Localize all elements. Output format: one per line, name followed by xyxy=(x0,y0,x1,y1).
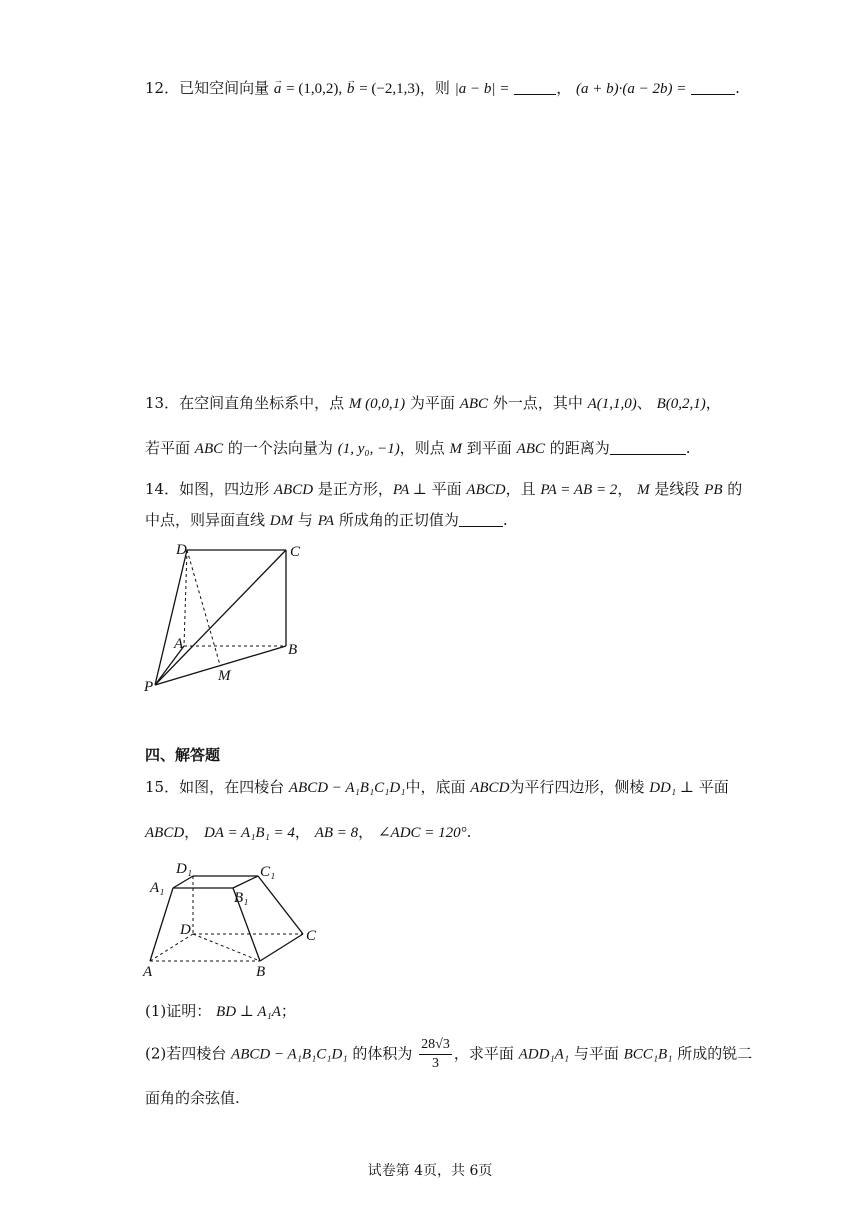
vec-b: → b xyxy=(347,81,355,97)
q15-text: ，求平面 xyxy=(453,1044,514,1063)
plane-BCC1B1: BCC₁B₁ xyxy=(623,1046,673,1063)
line-PA: PA xyxy=(317,513,335,529)
q13-text: 外一点，其中 xyxy=(492,394,583,412)
q15-text: 中，底面 xyxy=(405,778,466,796)
plane-ABC: ABC xyxy=(194,441,224,457)
abs-diff-expr: |a − b| = xyxy=(454,81,510,97)
q14-text: 中点，则异面直线 xyxy=(145,511,266,529)
plane-ADD1A1: ADD₁A₁ xyxy=(518,1046,570,1063)
label-B: B xyxy=(256,964,266,980)
q15-line1 xyxy=(145,777,729,798)
edge-PC xyxy=(155,550,286,685)
label-D1: D₁ xyxy=(176,861,193,877)
q14-line1 xyxy=(145,479,742,500)
vec-b-value: = (−2,1,3) xyxy=(359,81,420,97)
label-C: C xyxy=(306,928,317,944)
comma: ， xyxy=(184,823,200,841)
line-DM: DM xyxy=(269,513,294,529)
q13-text: ，则点 xyxy=(399,439,445,457)
edge-C1B1 xyxy=(233,876,258,888)
q13-text: 在空间直角坐标系中，点 xyxy=(179,394,345,412)
q14-text: 与 xyxy=(297,511,313,529)
length-condition-2: AB = 8 xyxy=(314,825,359,841)
part1-label: (1)证明： xyxy=(145,1002,212,1020)
q15-text: 的体积为 xyxy=(352,1044,413,1063)
length-condition: PA = AB = 2 xyxy=(540,482,618,498)
q14-text: 所成角的正切值为 xyxy=(338,511,459,529)
label-A1: A₁ xyxy=(150,880,165,896)
q15-line2 xyxy=(145,822,471,843)
answer-blank-12a[interactable] xyxy=(514,80,556,95)
part2-label: (2)若四棱台 xyxy=(145,1044,227,1063)
period: . xyxy=(685,439,691,457)
diagonal-DB xyxy=(193,934,260,961)
q13-text: 为平面 xyxy=(409,394,455,412)
edge-DD1-perp: DD₁ ⊥ xyxy=(649,780,694,796)
q14-number: 14． xyxy=(145,480,180,498)
edge-C1C xyxy=(258,876,303,934)
q14-text: 是线段 xyxy=(654,480,700,498)
normal-vector: (1, y₀, −1) xyxy=(337,441,400,457)
frustum-name: ABCD − A₁B₁C₁D₁ xyxy=(288,780,406,796)
answer-blank-13[interactable] xyxy=(610,440,686,455)
answer-blank-12b[interactable] xyxy=(691,80,735,95)
plane-ABCD: ABCD xyxy=(145,825,185,841)
q13-text: 的一个法向量为 xyxy=(227,439,333,457)
edge-DA xyxy=(184,550,187,646)
label-B1: B₁ xyxy=(234,890,249,906)
frustum-name: ABCD − A₁B₁C₁D₁ xyxy=(231,1046,348,1063)
edge-A1D1 xyxy=(173,876,193,888)
base-ABCD: ABCD xyxy=(470,780,510,796)
segment-PB: PB xyxy=(704,482,723,498)
answer-blank-14[interactable] xyxy=(459,512,503,527)
comma: ， xyxy=(358,823,374,841)
length-condition-1: DA = A₁B₁ = 4 xyxy=(203,825,295,841)
q13-text: 若平面 xyxy=(145,439,191,457)
label-A: A xyxy=(143,964,153,980)
label-D: D xyxy=(180,922,191,938)
q12-text: 已知空间向量 xyxy=(179,79,270,97)
q15-part2-line1 xyxy=(145,1036,752,1073)
point-M: M (0,0,1) xyxy=(348,396,406,412)
point-M: M xyxy=(637,482,650,498)
label-C1: C₁ xyxy=(260,864,276,880)
q15-frustum-figure xyxy=(138,856,338,986)
section-heading: 四、解答题 xyxy=(145,746,221,764)
q15-text: 为平行四边形，侧棱 xyxy=(509,778,645,796)
q15-text: 如图，在四棱台 xyxy=(179,778,285,796)
square-ABCD: ABCD xyxy=(273,482,314,498)
q14-text: 如图，四边形 xyxy=(179,480,270,498)
fraction-numerator: 28√3 xyxy=(419,1036,452,1055)
edge-DP xyxy=(155,550,187,685)
period: . xyxy=(466,823,472,841)
q14-text: 是正方形， xyxy=(317,480,393,498)
label-A: A xyxy=(174,636,184,652)
page-footer: 试卷第 4页，共 6页 xyxy=(367,1163,493,1179)
q13-text: 到平面 xyxy=(466,439,512,457)
edge-A1A xyxy=(150,888,173,961)
edge-BC xyxy=(260,934,303,961)
q14-text: 的 xyxy=(727,480,743,498)
q12-line xyxy=(145,78,740,99)
q15-text: 与平面 xyxy=(573,1044,619,1063)
point-M: M xyxy=(449,441,463,457)
comma: ， xyxy=(556,79,572,97)
dot-product-expr: (a + b)·(a − 2b) = xyxy=(575,81,687,97)
q13-line1 xyxy=(145,393,721,414)
q13-text: 的距离为 xyxy=(549,439,610,457)
period: . xyxy=(735,79,740,97)
q15-part2-line2: 面角的余弦值. xyxy=(145,1089,240,1107)
label-P: P xyxy=(144,679,154,695)
comma: ， xyxy=(705,394,721,412)
q13-line2 xyxy=(145,438,691,459)
perp-PA: PA ⊥ xyxy=(392,482,427,498)
point-A: A(1,1,0) xyxy=(587,396,637,412)
q12-text-then: ，则 xyxy=(419,79,450,97)
period: . xyxy=(502,511,508,529)
plane-ABC: ABC xyxy=(516,441,545,457)
comma: ， xyxy=(617,480,633,498)
plane-ABC: ABC xyxy=(459,396,489,412)
fraction-denominator: 3 xyxy=(432,1056,439,1071)
q15-text: 平面 xyxy=(698,778,729,796)
q14-text: 平面 xyxy=(431,480,462,498)
q14-pyramid-figure xyxy=(140,538,340,698)
vec-a: → a xyxy=(274,81,282,97)
q13-number: 13． xyxy=(145,394,180,412)
separator: 、 xyxy=(636,394,652,412)
q14-text: ，且 xyxy=(505,480,536,498)
q15-text: 所成的锐二 xyxy=(677,1044,753,1063)
point-B: B(0,2,1) xyxy=(656,396,706,412)
edge-AD xyxy=(150,934,193,961)
plane-ABCD: ABCD xyxy=(466,482,506,498)
label-M: M xyxy=(218,668,231,684)
q15-number: 15． xyxy=(145,778,180,796)
perp-BD-A1A: BD ⊥ A₁A xyxy=(216,1004,281,1020)
label-C: C xyxy=(290,544,301,560)
q14-line2 xyxy=(145,510,508,531)
label-D: D xyxy=(176,542,187,558)
q12-number: 12． xyxy=(145,79,180,97)
comma: ， xyxy=(294,823,310,841)
angle-condition: ∠ADC = 120° xyxy=(377,825,467,841)
vec-a-value: = (1,0,2), xyxy=(286,81,343,97)
label-B: B xyxy=(288,642,298,658)
volume-fraction xyxy=(419,1036,452,1073)
semicolon: ； xyxy=(280,1002,296,1020)
q15-part1 xyxy=(145,1001,296,1022)
